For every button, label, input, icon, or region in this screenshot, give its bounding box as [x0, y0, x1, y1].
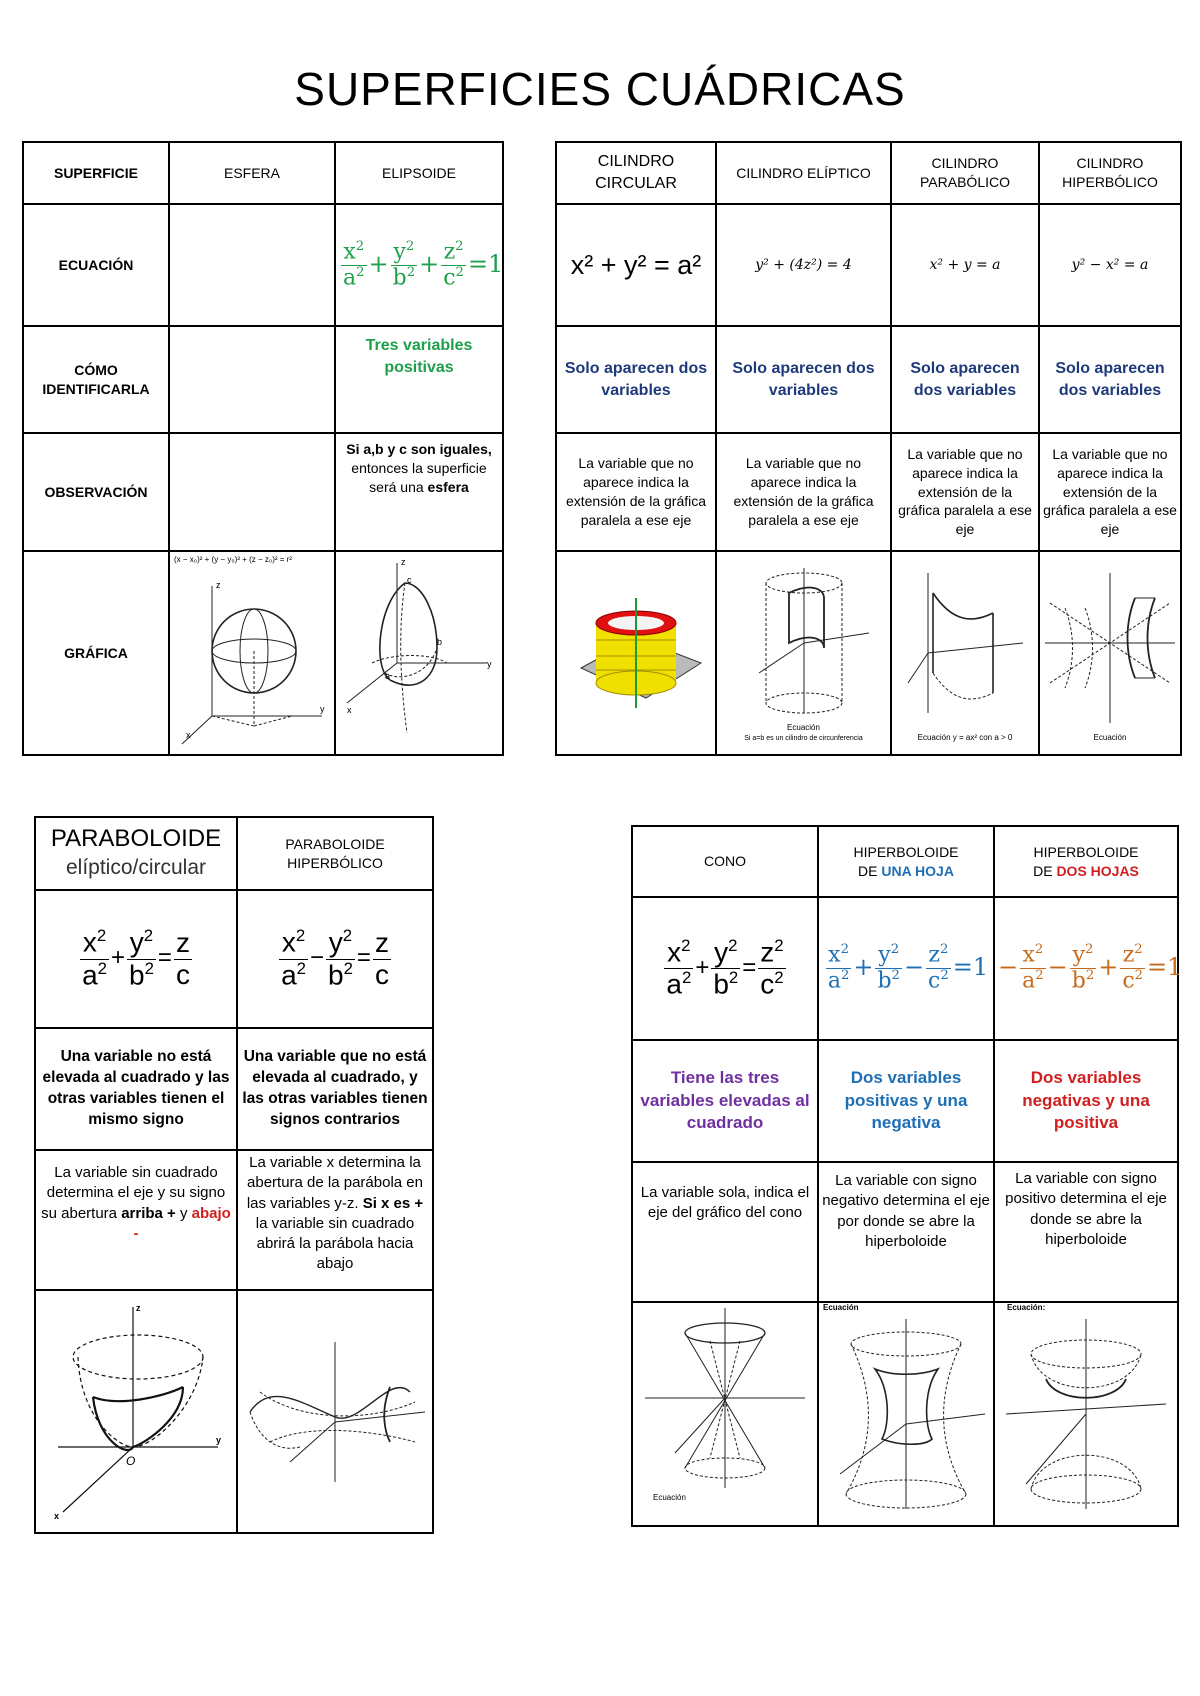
cono-identify: Tiene las tres variables elevadas al cuadrado — [632, 1040, 818, 1162]
hiper-una-name1: HIPERBOLOIDE — [853, 843, 959, 860]
svg-text:y: y — [487, 659, 492, 669]
row-header-superficie: SUPERFICIE — [23, 142, 169, 204]
table-cilindros — [555, 141, 1182, 756]
hiper-una-equation — [818, 897, 994, 1040]
cilindro-eliptico-header: CILINDRO ELÍPTICO — [716, 142, 891, 204]
svg-text:a: a — [385, 671, 391, 681]
svg-text:y: y — [320, 703, 325, 714]
hiper-dos-name2a: DE — [1033, 862, 1057, 879]
esfera-equation-cell — [169, 204, 335, 326]
cono-graph — [632, 1302, 818, 1526]
sphere-graph-image — [172, 566, 332, 751]
cono-formula: $\frac{x^2}{a^2}$ + $\frac{y^2}{b^2}$ = $\frac{z^2}{c^2}$ — [666, 935, 784, 1000]
hiper-dos-name1: HIPERBOLOIDE — [1033, 843, 1139, 860]
ph-obs-a: La variable x determina la abertura de la parábola en las variables y-z. — [246, 1154, 423, 1212]
hyperboloid-one-sheet-image — [820, 1314, 992, 1514]
pe-obs-a: La variable sin cuadrado determina el eje y su signo su abertura — [41, 1164, 226, 1222]
esfera-graph — [169, 551, 335, 755]
cilindro-hiperbolico-graph-note: Ecuación — [1093, 732, 1127, 742]
cilindro-parabolico-graph-note: Ecuación y = ax² con a > 0 — [917, 732, 1013, 742]
paraboloide-eliptico-identify: Una variable no está elevada al cuadrado y las otras variables tienen el mismo signo — [35, 1028, 237, 1150]
cilindro-hiperbolico-identify: Solo aparecen dos variables — [1039, 326, 1181, 433]
paraboloide-eliptico-name: PARABOLOIDE — [50, 825, 222, 853]
esfera-header: ESFERA — [169, 142, 335, 204]
hiper-una-graph-note: Ecuación — [823, 1303, 859, 1312]
hiper-una-formula: $\frac{x^2}{a^2}$ + $\frac{y^2}{b^2}$ − $\frac{z^2}{c^2}$ =1 — [827, 942, 989, 994]
parabolic-cylinder-image — [893, 563, 1038, 733]
hiper-dos-equation — [994, 897, 1183, 1040]
hiper-dos-graph — [994, 1302, 1178, 1526]
hiperboloide-una-header — [818, 826, 994, 897]
ph-obs-c: la variable sin cuadrado abrirá la parábola hacia abajo — [255, 1214, 415, 1273]
elipsoide-obs-end: esfera — [427, 478, 469, 495]
paraboloide-eliptico-equation — [35, 890, 237, 1028]
paraboloide-eliptico-graph — [35, 1290, 237, 1533]
hiper-dos-graph-note: Ecuación: — [1007, 1303, 1046, 1312]
hiper-una-observation: La variable con signo negativo determina el eje por donde se abre la hiperboloide — [818, 1162, 994, 1302]
table-paraboloides — [34, 816, 434, 1534]
hiper-una-name2b: UNA HOJA — [881, 862, 954, 879]
cono-equation — [632, 897, 818, 1040]
cilindro-eliptico-graph-note2: Si a=b es un cilindro de circunferencia — [744, 734, 863, 742]
cilindro-eliptico-graph-note1: Ecuación — [787, 722, 820, 732]
ellipsoid-graph-image — [337, 553, 501, 753]
hiperboloide-dos-header — [994, 826, 1178, 897]
circular-cylinder-image — [561, 578, 711, 728]
pe-obs-d: abajo - — [133, 1204, 231, 1242]
elipsoide-formula: $\frac{x^2}{a^2}$ + $\frac{y^2}{b^2}$ + $\frac{z^2}{c^2}$ =1 — [343, 238, 504, 290]
hyperboloid-two-sheets-image — [996, 1314, 1176, 1514]
cilindro-hiperbolico-observation: La variable que no aparece indica la extensión de la gráfica paralela a ese eje — [1039, 433, 1181, 551]
svg-text:z: z — [401, 557, 406, 567]
cilindro-circular-identify: Solo aparecen dos variables — [556, 326, 716, 433]
cilindro-eliptico-observation: La variable que no aparece indica la extensión de la gráfica paralela a ese eje — [716, 433, 891, 551]
table-esfera-elipsoide — [22, 141, 504, 756]
hyperbolic-paraboloid-image — [240, 1322, 430, 1502]
cilindro-parabolico-observation: La variable que no aparece indica la extensión de la gráfica paralela a ese eje — [891, 433, 1039, 551]
esfera-observation-cell — [169, 433, 335, 551]
cono-observation: La variable sola, indica el eje del gráfico del cono — [632, 1162, 818, 1302]
cilindro-eliptico-graph — [716, 551, 891, 755]
elipsoide-graph — [335, 551, 503, 755]
cilindro-parabolico-graph — [891, 551, 1039, 755]
cilindro-circular-equation: x² + y² = a² — [556, 204, 716, 326]
svg-text:c: c — [407, 575, 412, 585]
page-title: SUPERFICIES CUÁDRICAS — [294, 63, 906, 115]
paraboloide-hiperbolico-graph — [237, 1290, 433, 1533]
elipsoide-identify: Tres variables positivas — [335, 326, 503, 433]
elliptic-paraboloid-image — [38, 1297, 234, 1527]
cilindro-parabolico-equation: x² + y = a — [891, 204, 1039, 326]
row-header-como-identificarla: CÓMO IDENTIFICARLA — [23, 326, 169, 433]
elliptic-cylinder-image — [719, 563, 889, 723]
cono-header: CONO — [632, 826, 818, 897]
cilindro-parabolico-header: CILINDRO PARABÓLICO — [891, 142, 1039, 204]
cono-graph-note: Ecuación — [653, 1493, 686, 1502]
row-header-ecuacion: ECUACIÓN — [23, 204, 169, 326]
paraboloide-eliptico-observation — [35, 1150, 237, 1290]
paraboloide-hiperbolico-equation — [237, 890, 433, 1028]
cone-image — [635, 1303, 815, 1493]
paraboloide-hiperbolico-observation — [237, 1150, 433, 1290]
paraboloide-eliptico-header — [35, 817, 237, 890]
hiper-una-graph — [818, 1302, 994, 1526]
esfera-identify-cell — [169, 326, 335, 433]
paraboloide-hiperbolico-identify: Una variable que no está elevada al cuadrado, y las otras variables tienen signos contrarios — [237, 1028, 433, 1150]
esfera-graph-equation: (x − x₀)² + (y − y₀)² + (z − z₀)² = r² — [174, 555, 292, 565]
paraboloide-hiperbolico-header: PARABOLOIDE HIPERBÓLICO — [237, 817, 433, 890]
elipsoide-observation — [335, 433, 503, 551]
hiper-una-name2a: DE — [858, 862, 882, 879]
elipsoide-header: ELIPSOIDE — [335, 142, 503, 204]
cilindro-circular-observation: La variable que no aparece indica la extensión de la gráfica paralela a ese eje — [556, 433, 716, 551]
svg-text:x: x — [54, 1510, 60, 1521]
cilindro-parabolico-identify: Solo aparecen dos variables — [891, 326, 1039, 433]
svg-text:y: y — [216, 1434, 222, 1445]
ph-obs-b: Si x es + — [362, 1194, 424, 1212]
svg-text:x: x — [347, 705, 352, 715]
elipsoide-equation — [335, 204, 503, 326]
svg-text:z: z — [136, 1302, 141, 1313]
elipsoide-obs-bold: Si a,b y c son iguales, — [346, 441, 492, 457]
cilindro-hiperbolico-graph — [1039, 551, 1181, 755]
cilindro-circular-header: CILINDRO CIRCULAR — [556, 142, 716, 204]
hiper-dos-observation: La variable con signo positivo determina el eje donde se abre la hiperboloide — [994, 1162, 1178, 1302]
row-header-observacion: OBSERVACIÓN — [23, 433, 169, 551]
pe-obs-c: y — [180, 1204, 188, 1222]
svg-text:b: b — [437, 637, 443, 647]
svg-text:z: z — [216, 579, 221, 590]
paraboloide-eliptico-formula: $\frac{x^2}{a^2}$ + $\frac{y^2}{b^2}$ = $\frac{z}{c}$ — [82, 926, 190, 990]
svg-text:O: O — [126, 1453, 136, 1468]
cilindro-hiperbolico-header: CILINDRO HIPERBÓLICO — [1039, 142, 1181, 204]
pe-obs-b: arriba + — [121, 1204, 176, 1222]
paraboloide-hiperbolico-formula: $\frac{x^2}{a^2}$ − $\frac{y^2}{b^2}$ = $\frac{z}{c}$ — [281, 926, 389, 990]
cilindro-hiperbolico-equation: y² − x² = a — [1039, 204, 1181, 326]
paraboloide-eliptico-subname: elíptico/circular — [65, 856, 207, 880]
cilindro-circular-graph — [556, 551, 716, 755]
cilindro-eliptico-identify: Solo aparecen dos variables — [716, 326, 891, 433]
svg-text:x: x — [186, 729, 191, 740]
hiper-una-identify: Dos variables positivas y una negativa — [818, 1040, 994, 1162]
hiper-dos-name2b: DOS HOJAS — [1056, 862, 1139, 879]
hiper-dos-formula: − $\frac{x^2}{a^2}$ − $\frac{y^2}{b^2}$ + $\frac{z^2}{c^2}$ =1 — [998, 942, 1183, 994]
row-header-grafica: GRÁFICA — [23, 551, 169, 755]
cilindro-eliptico-equation: y² + (4z²) = 4 — [716, 204, 891, 326]
table-cono-hiperboloides — [631, 825, 1183, 1527]
hiper-dos-identify: Dos variables negativas y una positiva — [994, 1040, 1178, 1162]
elipsoide-obs-rest: entonces la superficie será una — [351, 459, 487, 495]
hyperbolic-cylinder-image — [1040, 563, 1180, 733]
